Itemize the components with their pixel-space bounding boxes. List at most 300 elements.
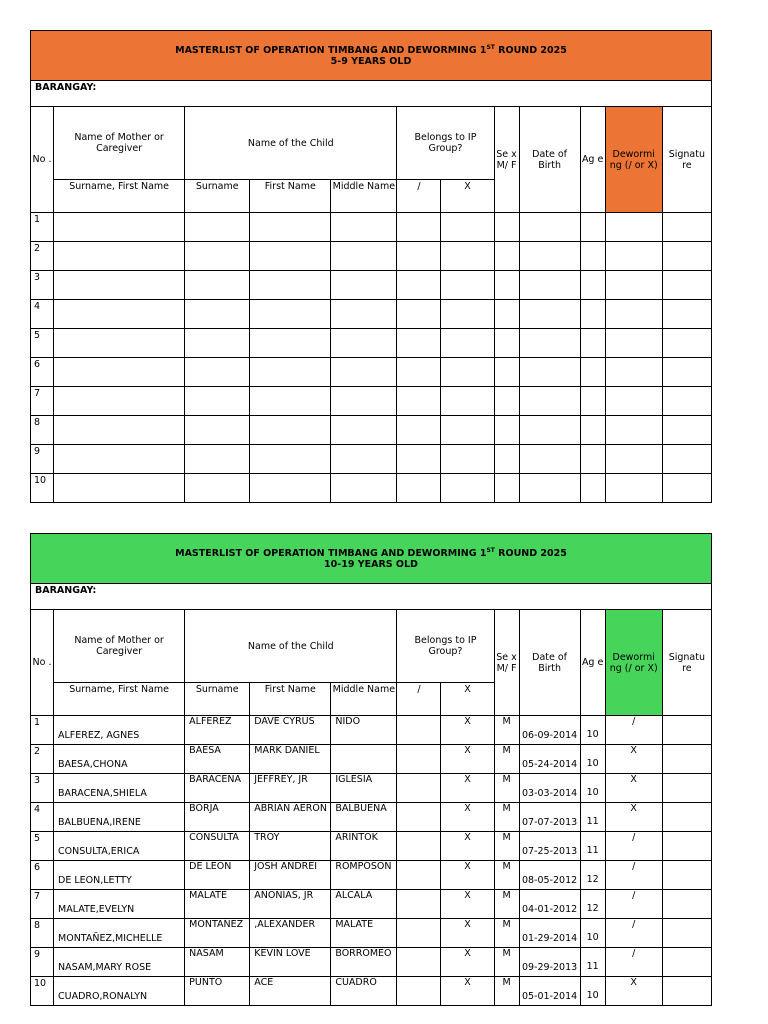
header-ip-group: Belongs to IP Group? [397, 610, 494, 683]
row-number: 5 [31, 832, 54, 861]
cell-signature[interactable] [662, 861, 711, 890]
cell-surname[interactable] [185, 387, 250, 416]
cell-deworming[interactable] [605, 242, 662, 271]
cell-surname[interactable]: MALATE [185, 890, 250, 919]
cell-mother-name[interactable] [54, 358, 185, 387]
cell-middle-name[interactable]: ALCALA [331, 890, 397, 919]
cell-deworming[interactable]: / [605, 716, 662, 745]
cell-signature[interactable] [662, 803, 711, 832]
cell-age[interactable]: 12 [580, 890, 605, 919]
cell-ip-yes[interactable] [397, 474, 441, 503]
cell-date-of-birth[interactable]: 07-07-2013 [519, 803, 580, 832]
cell-ip-yes[interactable] [397, 716, 441, 745]
header-date-of-birth: Date of Birth [519, 107, 580, 213]
cell-signature[interactable] [662, 213, 711, 242]
cell-mother-name[interactable]: ALFEREZ, AGNES [54, 716, 185, 745]
cell-middle-name[interactable]: BALBUENA [331, 803, 397, 832]
row-number: 1 [31, 213, 54, 242]
cell-surname[interactable]: ALFEREZ [185, 716, 250, 745]
form-subtitle: 10-19 YEARS OLD [324, 558, 418, 570]
cell-deworming[interactable]: X [605, 977, 662, 1006]
cell-signature[interactable] [662, 774, 711, 803]
cell-deworming[interactable]: / [605, 890, 662, 919]
cell-surname[interactable] [185, 416, 250, 445]
cell-mother-name[interactable]: MALATE,EVELYN [54, 890, 185, 919]
cell-mother-name[interactable] [54, 300, 185, 329]
header-child: Name of the Child [185, 610, 397, 683]
cell-signature[interactable] [662, 832, 711, 861]
cell-middle-name[interactable] [331, 358, 397, 387]
cell-signature[interactable] [662, 977, 711, 1006]
cell-ip-yes[interactable] [397, 861, 441, 890]
title-round: ROUND 2025 [494, 547, 567, 559]
title-main: MASTERLIST OF OPERATION TIMBANG AND DEWORMING 1 [175, 44, 487, 56]
cell-mother-name[interactable] [54, 445, 185, 474]
cell-deworming[interactable] [605, 445, 662, 474]
cell-ip-yes[interactable] [397, 416, 441, 445]
row-number: 3 [31, 271, 54, 300]
cell-date-of-birth[interactable] [519, 474, 580, 503]
cell-date-of-birth[interactable] [519, 242, 580, 271]
barangay-label: BARANGAY: [31, 584, 712, 610]
cell-first-name[interactable]: ABRIAN AERON [250, 803, 331, 832]
cell-mother-name[interactable] [54, 242, 185, 271]
cell-surname[interactable] [185, 242, 250, 271]
cell-ip-no[interactable]: X [441, 745, 494, 774]
header-age: Ag e [580, 107, 605, 213]
cell-first-name[interactable] [250, 242, 331, 271]
cell-date-of-birth[interactable] [519, 213, 580, 242]
cell-ip-yes[interactable] [397, 832, 441, 861]
cell-date-of-birth[interactable] [519, 329, 580, 358]
cell-ip-no[interactable] [441, 416, 494, 445]
cell-first-name[interactable]: ,ALEXANDER [250, 919, 331, 948]
cell-sex[interactable] [494, 416, 519, 445]
cell-ip-no[interactable] [441, 300, 494, 329]
cell-mother-name[interactable]: BARACENA,SHIELA [54, 774, 185, 803]
cell-ip-no[interactable]: X [441, 977, 494, 1006]
row-number: 10 [31, 474, 54, 503]
table-row [31, 387, 712, 416]
cell-surname[interactable] [185, 474, 250, 503]
cell-mother-name[interactable] [54, 271, 185, 300]
cell-mother-name[interactable]: CONSULTA,ERICA [54, 832, 185, 861]
cell-signature[interactable] [662, 300, 711, 329]
cell-ip-yes[interactable] [397, 329, 441, 358]
cell-first-name[interactable]: JEFFREY, JR [250, 774, 331, 803]
cell-mother-name[interactable]: MONTAÑEZ,MICHELLE [54, 919, 185, 948]
header-sex: Se x M/ F [494, 610, 519, 716]
cell-ip-no[interactable]: X [441, 890, 494, 919]
cell-age[interactable] [580, 387, 605, 416]
cell-ip-no[interactable] [441, 474, 494, 503]
header-ip-yes: / [397, 683, 441, 716]
cell-sex[interactable] [494, 300, 519, 329]
cell-sex[interactable] [494, 329, 519, 358]
cell-age[interactable]: 10 [580, 977, 605, 1006]
header-ip-no: X [441, 683, 494, 716]
cell-first-name[interactable] [250, 271, 331, 300]
cell-age[interactable] [580, 300, 605, 329]
cell-first-name[interactable] [250, 300, 331, 329]
cell-deworming[interactable] [605, 300, 662, 329]
cell-first-name[interactable] [250, 213, 331, 242]
cell-age[interactable]: 11 [580, 948, 605, 977]
cell-ip-no[interactable]: X [441, 919, 494, 948]
row-number: 9 [31, 445, 54, 474]
cell-age[interactable]: 10 [580, 919, 605, 948]
cell-sex[interactable] [494, 387, 519, 416]
cell-surname[interactable]: BARACENA [185, 774, 250, 803]
cell-surname[interactable]: BAESA [185, 745, 250, 774]
cell-date-of-birth[interactable]: 03-03-2014 [519, 774, 580, 803]
cell-middle-name[interactable]: BORROMEO [331, 948, 397, 977]
header-middle-name: Middle Name [331, 180, 397, 213]
cell-ip-yes[interactable] [397, 803, 441, 832]
cell-signature[interactable] [662, 745, 711, 774]
cell-age[interactable]: 10 [580, 716, 605, 745]
cell-age[interactable]: 10 [580, 745, 605, 774]
row-number: 7 [31, 890, 54, 919]
header-deworming: Dewormi ng (/ or X) [605, 610, 662, 716]
cell-ip-yes[interactable] [397, 919, 441, 948]
cell-sex[interactable] [494, 445, 519, 474]
table-row [31, 329, 712, 358]
cell-mother-name[interactable] [54, 213, 185, 242]
cell-date-of-birth[interactable] [519, 358, 580, 387]
row-number: 8 [31, 919, 54, 948]
cell-signature[interactable] [662, 474, 711, 503]
cell-deworming[interactable]: / [605, 832, 662, 861]
cell-first-name[interactable]: JOSH ANDREI [250, 861, 331, 890]
cell-surname[interactable] [185, 300, 250, 329]
header-mother-sub: Surname, First Name [54, 683, 185, 716]
cell-ip-yes[interactable] [397, 745, 441, 774]
cell-middle-name[interactable] [331, 745, 397, 774]
cell-middle-name[interactable] [331, 445, 397, 474]
table-row [31, 300, 712, 329]
cell-signature[interactable] [662, 716, 711, 745]
cell-middle-name[interactable] [331, 213, 397, 242]
cell-ip-yes[interactable] [397, 387, 441, 416]
title-superscript: ST [486, 43, 495, 51]
header-surname: Surname [185, 683, 250, 716]
cell-ip-no[interactable] [441, 213, 494, 242]
cell-date-of-birth[interactable] [519, 300, 580, 329]
cell-first-name[interactable]: MARK DANIEL [250, 745, 331, 774]
cell-first-name[interactable] [250, 329, 331, 358]
header-ip-group: Belongs to IP Group? [397, 107, 494, 180]
header-age: Ag e [580, 610, 605, 716]
cell-sex[interactable]: M [494, 716, 519, 745]
cell-date-of-birth[interactable]: 07-25-2013 [519, 832, 580, 861]
cell-ip-no[interactable]: X [441, 832, 494, 861]
cell-mother-name[interactable]: BALBUENA,IRENE [54, 803, 185, 832]
cell-deworming[interactable]: X [605, 803, 662, 832]
cell-ip-no[interactable] [441, 445, 494, 474]
cell-ip-no[interactable] [441, 271, 494, 300]
header-mother: Name of Mother or Caregiver [54, 610, 185, 683]
cell-sex[interactable]: M [494, 977, 519, 1006]
table-row [31, 213, 712, 242]
cell-mother-name[interactable]: NASAM,MARY ROSE [54, 948, 185, 977]
table-row [31, 416, 712, 445]
cell-ip-yes[interactable] [397, 890, 441, 919]
cell-first-name[interactable] [250, 358, 331, 387]
cell-deworming[interactable]: X [605, 745, 662, 774]
table-row [31, 474, 712, 503]
cell-date-of-birth[interactable] [519, 271, 580, 300]
table-row [31, 774, 712, 803]
cell-surname[interactable] [185, 358, 250, 387]
cell-date-of-birth[interactable]: 04-01-2012 [519, 890, 580, 919]
cell-surname[interactable]: CONSULTA [185, 832, 250, 861]
cell-age[interactable]: 10 [580, 774, 605, 803]
row-number: 3 [31, 774, 54, 803]
cell-sex[interactable]: M [494, 890, 519, 919]
title-main: MASTERLIST OF OPERATION TIMBANG AND DEWORMING 1 [175, 547, 487, 559]
cell-deworming[interactable] [605, 387, 662, 416]
cell-deworming[interactable]: / [605, 919, 662, 948]
cell-first-name[interactable] [250, 416, 331, 445]
header-deworming: Dewormi ng (/ or X) [605, 107, 662, 213]
cell-deworming[interactable] [605, 416, 662, 445]
cell-ip-no[interactable] [441, 387, 494, 416]
cell-sex[interactable]: M [494, 745, 519, 774]
table-row [31, 242, 712, 271]
cell-signature[interactable] [662, 416, 711, 445]
cell-date-of-birth[interactable] [519, 445, 580, 474]
cell-age[interactable] [580, 213, 605, 242]
cell-sex[interactable] [494, 242, 519, 271]
row-number: 6 [31, 358, 54, 387]
cell-mother-name[interactable] [54, 387, 185, 416]
cell-ip-no[interactable] [441, 242, 494, 271]
cell-surname[interactable]: NASAM [185, 948, 250, 977]
cell-first-name[interactable]: ANONIAS, JR [250, 890, 331, 919]
cell-ip-no[interactable]: X [441, 948, 494, 977]
cell-middle-name[interactable] [331, 474, 397, 503]
cell-deworming[interactable] [605, 329, 662, 358]
cell-sex[interactable]: M [494, 774, 519, 803]
cell-middle-name[interactable]: ROMPOSON [331, 861, 397, 890]
cell-signature[interactable] [662, 445, 711, 474]
cell-ip-yes[interactable] [397, 300, 441, 329]
cell-middle-name[interactable] [331, 300, 397, 329]
cell-sex[interactable] [494, 474, 519, 503]
table-row [31, 948, 712, 977]
row-number: 1 [31, 716, 54, 745]
cell-date-of-birth[interactable]: 08-05-2012 [519, 861, 580, 890]
cell-signature[interactable] [662, 948, 711, 977]
cell-mother-name[interactable] [54, 416, 185, 445]
cell-sex[interactable] [494, 271, 519, 300]
header-ip-no: X [441, 180, 494, 213]
cell-surname[interactable] [185, 271, 250, 300]
row-number: 4 [31, 300, 54, 329]
header-date-of-birth: Date of Birth [519, 610, 580, 716]
cell-age[interactable] [580, 416, 605, 445]
cell-surname[interactable] [185, 213, 250, 242]
masterlist-form-5-9 [30, 30, 712, 503]
cell-date-of-birth[interactable] [519, 416, 580, 445]
cell-signature[interactable] [662, 890, 711, 919]
table-row [31, 890, 712, 919]
cell-first-name[interactable]: ACE [250, 977, 331, 1006]
cell-date-of-birth[interactable]: 01-29-2014 [519, 919, 580, 948]
cell-middle-name[interactable]: MALATE [331, 919, 397, 948]
cell-mother-name[interactable]: CUADRO,RONALYN [54, 977, 185, 1006]
cell-first-name[interactable]: DAVE CYRUS [250, 716, 331, 745]
row-number: 2 [31, 745, 54, 774]
cell-ip-yes[interactable] [397, 948, 441, 977]
row-number: 8 [31, 416, 54, 445]
cell-middle-name[interactable] [331, 387, 397, 416]
cell-age[interactable]: 11 [580, 832, 605, 861]
row-number: 10 [31, 977, 54, 1006]
header-child: Name of the Child [185, 107, 397, 180]
cell-middle-name[interactable]: ARINTOK [331, 832, 397, 861]
cell-date-of-birth[interactable]: 05-24-2014 [519, 745, 580, 774]
cell-middle-name[interactable]: CUADRO [331, 977, 397, 1006]
cell-age[interactable]: 11 [580, 803, 605, 832]
cell-date-of-birth[interactable]: 06-09-2014 [519, 716, 580, 745]
cell-first-name[interactable] [250, 387, 331, 416]
cell-surname[interactable]: PUNTO [185, 977, 250, 1006]
header-first-name: First Name [250, 683, 331, 716]
cell-ip-yes[interactable] [397, 358, 441, 387]
header-signature: Signatu re [662, 610, 711, 716]
header-ip-yes: / [397, 180, 441, 213]
table-row [31, 445, 712, 474]
cell-signature[interactable] [662, 387, 711, 416]
header-no: No . [31, 610, 54, 716]
cell-deworming[interactable]: / [605, 948, 662, 977]
cell-deworming[interactable] [605, 474, 662, 503]
cell-signature[interactable] [662, 271, 711, 300]
header-mother-sub: Surname, First Name [54, 180, 185, 213]
cell-age[interactable] [580, 242, 605, 271]
cell-ip-no[interactable]: X [441, 803, 494, 832]
cell-mother-name[interactable] [54, 329, 185, 358]
table-row [31, 919, 712, 948]
cell-surname[interactable]: MONTAÑEZ [185, 919, 250, 948]
cell-age[interactable] [580, 445, 605, 474]
cell-sex[interactable]: M [494, 832, 519, 861]
cell-first-name[interactable] [250, 445, 331, 474]
cell-middle-name[interactable]: IGLESIA [331, 774, 397, 803]
cell-middle-name[interactable] [331, 271, 397, 300]
cell-surname[interactable] [185, 329, 250, 358]
row-number: 5 [31, 329, 54, 358]
header-sex: Se x M/ F [494, 107, 519, 213]
cell-first-name[interactable]: TROY [250, 832, 331, 861]
row-number: 7 [31, 387, 54, 416]
cell-sex[interactable]: M [494, 919, 519, 948]
table-row [31, 861, 712, 890]
header-mother: Name of Mother or Caregiver [54, 107, 185, 180]
masterlist-table [30, 30, 712, 503]
masterlist-form-10-19 [30, 533, 712, 1006]
cell-sex[interactable]: M [494, 803, 519, 832]
cell-ip-yes[interactable] [397, 977, 441, 1006]
table-row [31, 803, 712, 832]
header-no: No . [31, 107, 54, 213]
cell-ip-yes[interactable] [397, 242, 441, 271]
cell-deworming[interactable] [605, 271, 662, 300]
cell-age[interactable] [580, 358, 605, 387]
cell-surname[interactable] [185, 445, 250, 474]
cell-age[interactable] [580, 329, 605, 358]
table-row [31, 745, 712, 774]
cell-deworming[interactable]: / [605, 861, 662, 890]
cell-ip-no[interactable]: X [441, 716, 494, 745]
row-number: 6 [31, 861, 54, 890]
masterlist-table [30, 533, 712, 1006]
cell-mother-name[interactable] [54, 474, 185, 503]
cell-mother-name[interactable]: DE LEON,LETTY [54, 861, 185, 890]
cell-ip-yes[interactable] [397, 213, 441, 242]
cell-deworming[interactable] [605, 358, 662, 387]
cell-date-of-birth[interactable] [519, 387, 580, 416]
form-subtitle: 5-9 YEARS OLD [330, 55, 412, 67]
cell-signature[interactable] [662, 329, 711, 358]
cell-ip-yes[interactable] [397, 774, 441, 803]
cell-signature[interactable] [662, 919, 711, 948]
cell-sex[interactable] [494, 358, 519, 387]
title-round: ROUND 2025 [494, 44, 567, 56]
table-row [31, 716, 712, 745]
table-row [31, 832, 712, 861]
table-row [31, 977, 712, 1006]
cell-ip-yes[interactable] [397, 271, 441, 300]
table-row [31, 358, 712, 387]
header-middle-name: Middle Name [331, 683, 397, 716]
cell-date-of-birth[interactable]: 09-29-2013 [519, 948, 580, 977]
cell-first-name[interactable] [250, 474, 331, 503]
cell-middle-name[interactable] [331, 329, 397, 358]
cell-sex[interactable]: M [494, 861, 519, 890]
cell-surname[interactable]: DE LEON [185, 861, 250, 890]
cell-date-of-birth[interactable]: 05-01-2014 [519, 977, 580, 1006]
cell-first-name[interactable]: KEVIN LOVE [250, 948, 331, 977]
header-surname: Surname [185, 180, 250, 213]
cell-ip-no[interactable] [441, 358, 494, 387]
cell-mother-name[interactable]: BAESA,CHONA [54, 745, 185, 774]
barangay-label: BARANGAY: [31, 81, 712, 107]
cell-sex[interactable]: M [494, 948, 519, 977]
cell-ip-no[interactable]: X [441, 861, 494, 890]
cell-ip-yes[interactable] [397, 445, 441, 474]
cell-deworming[interactable] [605, 213, 662, 242]
cell-deworming[interactable]: X [605, 774, 662, 803]
cell-ip-no[interactable] [441, 329, 494, 358]
cell-middle-name[interactable]: NIDO [331, 716, 397, 745]
row-number: 9 [31, 948, 54, 977]
cell-middle-name[interactable] [331, 242, 397, 271]
header-signature: Signatu re [662, 107, 711, 213]
cell-signature[interactable] [662, 242, 711, 271]
cell-surname[interactable]: BORJA [185, 803, 250, 832]
cell-middle-name[interactable] [331, 416, 397, 445]
row-number: 2 [31, 242, 54, 271]
cell-age[interactable] [580, 271, 605, 300]
cell-signature[interactable] [662, 358, 711, 387]
cell-ip-no[interactable]: X [441, 774, 494, 803]
cell-sex[interactable] [494, 213, 519, 242]
cell-age[interactable]: 12 [580, 861, 605, 890]
cell-age[interactable] [580, 474, 605, 503]
